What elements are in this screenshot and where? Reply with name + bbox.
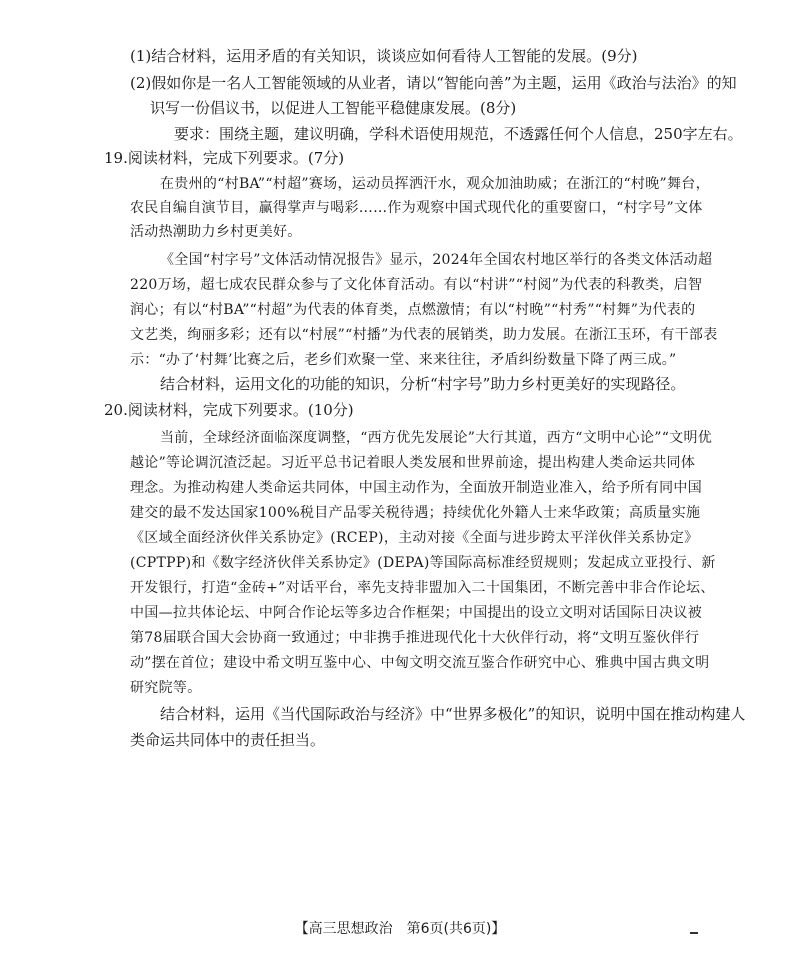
- q19-p2-line: 润心；有以“村BA”“村超”为代表的体育类，点燃激情；有以“村晚”“村秀”“村舞”为代表的: [130, 302, 696, 318]
- q20-p1-line: 越论”等论调沉渣泛起。习近平总书记着眼人类发展和世界前途，提出构建人类命运共同体: [130, 455, 696, 471]
- q19-p1-line: 农民自编自演节目，赢得掌声与喝彩……作为观察中国式现代化的重要窗口，“村字号”文体: [130, 200, 703, 216]
- q20-p1-line: 中国—拉共体论坛、中阿合作论坛等多边合作框架；中国提出的设立文明对话国际日决议被: [130, 605, 702, 621]
- q20-p1-line: 理念。为推动构建人类命运共同体，中国主动作为，全面放开制造业准入，给予所有同中国: [130, 480, 702, 496]
- scan-mark: [690, 932, 698, 934]
- q20-p1-line: 第78届联合国大会协商一致通过；中非携手推进现代化十大伙伴行动，将“文明互鉴伙伴行: [130, 630, 700, 646]
- q19-p2-line: 文艺类，绚丽多彩；还有以“村展”“村播”为代表的展销类，助力发展。在浙江玉环，有干部表: [130, 327, 718, 343]
- q20-ask-line2: 类命运共同体中的责任担当。: [130, 731, 326, 749]
- q20-ask-line1: 结合材料，运用《当代国际政治与经济》中“世界多极化”的知识，说明中国在推动构建人: [160, 705, 746, 723]
- q19-p2-line: 示：“办了‘村舞’比赛之后，老乡们欢聚一堂、来来往往，矛盾纠纷数量下降了两三成。”: [130, 352, 677, 368]
- q19-heading: 19.阅读材料，完成下列要求。(7分): [104, 149, 345, 167]
- q20-p1-line: (CPTPP)和《数字经济伙伴关系协定》(DEPA)等国际高标准经贸规则；发起成立亚投行、新: [130, 555, 716, 571]
- q20-p1-line: 研究院等。: [130, 680, 202, 696]
- q19-p2-line: 《全国“村字号”文体活动情况报告》显示，2024年全国农村地区举行的各类文体活动超: [160, 252, 713, 268]
- q18-sub1: (1)结合材料，运用矛盾的有关知识，谈谈应如何看待人工智能的发展。(9分): [130, 47, 638, 65]
- q19-p2-line: 220万场，超七成农民群众参与了文化体育活动。有以“村讲”“村阅”为代表的科教类，启智: [130, 277, 703, 293]
- q20-p1-line: 建交的最不发达国家100%税目产品零关税待遇；持续优化外籍人士来华政策；高质量实施: [130, 505, 701, 521]
- q20-heading: 20.阅读材料，完成下列要求。(10分): [104, 401, 354, 419]
- q19-p1-line: 活动热潮助力乡村更美好。: [130, 224, 302, 240]
- q20-p1-line: 动”摆在首位；建设中希文明互鉴中心、中匈文明交流互鉴合作研究中心、雅典中国古典文明: [130, 655, 710, 671]
- q20-p1-line: 开发银行，打造“金砖+”对话平台，率先支持非盟加入二十国集团，不断完善中非合作论坛、: [130, 580, 715, 596]
- q18-sub2-line1: (2)假如你是一名人工智能领域的从业者，请以“智能向善”为主题，运用《政治与法治》的知: [130, 74, 737, 92]
- q18-requirement: 要求：围绕主题，建议明确，学科术语使用规范，不透露任何个人信息，250字左右。: [174, 125, 743, 143]
- q20-p1-line: 当前，全球经济面临深度调整，“西方优先发展论”大行其道，西方“文明中心论”“文明优: [160, 430, 713, 446]
- q19-p1-line: 在贵州的“村BA”“村超”赛场，运动员挥洒汗水，观众加油助威；在浙江的“村晚”舞台，: [160, 176, 710, 192]
- q18-sub2-line2: 识写一份倡议书，以促进人工智能平稳健康发展。(8分): [150, 99, 517, 117]
- q20-p1-line: 《区域全面经济伙伴关系协定》(RCEP)，主动对接《全面与进步跨太平洋伙伴关系协定》: [130, 530, 699, 546]
- page-footer: 【高三思想政治 第6页(共6页)】: [294, 921, 506, 937]
- q19-ask: 结合材料，运用文化的功能的知识，分析“村字号”助力乡村更美好的实现路径。: [160, 375, 686, 393]
